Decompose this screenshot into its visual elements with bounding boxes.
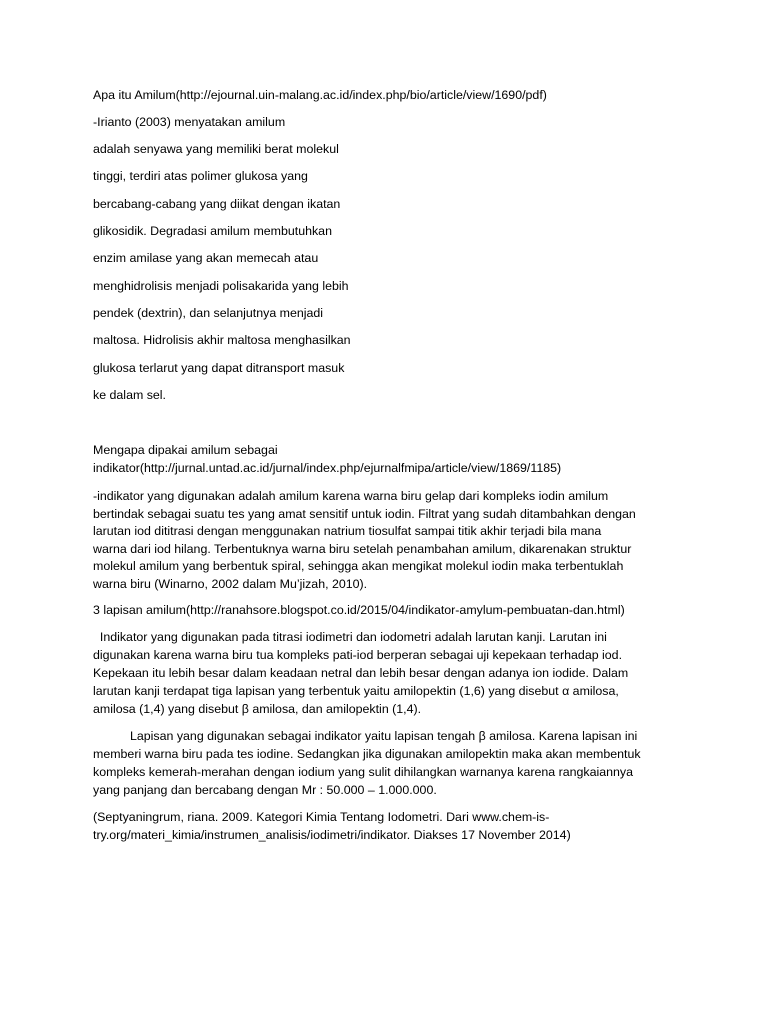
section3-paragraph-line: Kepekaan itu lebih besar dalam keadaan netral dan lebih besar dengan adanya ion iodide. Dalam (93, 666, 629, 680)
section3-paragraph-line: memberi warna biru pada tes iodine. Sedangkan jika digunakan amilopektin maka akan membentuk (93, 747, 641, 761)
section1-line: menghidrolisis menjadi polisakarida yang lebih (93, 279, 349, 293)
section2-line: bertindak sebagai suatu tes yang amat sensitif untuk iodin. Filtrat yang sudah ditambahkan dengan (93, 506, 636, 521)
section2-heading: indikator(http://jurnal.untad.ac.id/jurnal/index.php/ejurnalfmipa/article/view/1869/1185) (93, 461, 562, 475)
section2-line: warna biru (Winarno, 2002 dalam Mu’jizah, 2010). (93, 576, 368, 591)
section3-paragraph-line: yang panjang dan bercabang dengan Mr : 50.000 – 1.000.000. (93, 783, 437, 797)
section2-line: larutan iod dititrasi dengan menggunakan natrium tiosulfat sampai titik akhir terjadi bila mana (93, 524, 602, 538)
section3-paragraph-line: kompleks kemerah-merahan dengan iodium yang sulit dihilangkan warnanya karena rangkaiannya (93, 765, 634, 779)
citation-line: (Septyaningrum, riana. 2009. Kategori Kimia Tentang Iodometri. Dari www.chem-is- (93, 810, 550, 824)
section1-line: -Irianto (2003) menyatakan amilum (93, 115, 286, 129)
section1-line: bercabang-cabang yang diikat dengan ikatan (93, 197, 341, 211)
section2-line: warna dari iod hilang. Terbentuknya warna biru setelah penambahan amilum, dikarenakan struktur (93, 541, 632, 556)
section1-line: adalah senyawa yang memiliki berat molekul (93, 142, 339, 156)
section2-line: molekul amilum yang berbentuk spiral, sehingga akan mengikat molekul iodin maka terbentuklah (93, 559, 624, 573)
section2-heading: Mengapa dipakai amilum sebagai (93, 443, 278, 457)
section3-paragraph-line: Indikator yang digunakan pada titrasi iodimetri dan iodometri adalah larutan kanji. Larutan ini (93, 630, 607, 644)
section2-line: -indikator yang digunakan adalah amilum karena warna biru gelap dari kompleks iodin amilum (93, 489, 609, 503)
section3-heading: 3 lapisan amilum(http://ranahsore.blogspot.co.id/2015/04/indikator-amylum-pembuatan-dan.html) (93, 603, 625, 617)
section1-line: tinggi, terdiri atas polimer glukosa yang (93, 169, 308, 183)
section1-line: glukosa terlarut yang dapat ditransport masuk (93, 361, 345, 375)
section1-line: maltosa. Hidrolisis akhir maltosa menghasilkan (93, 333, 351, 347)
section1-line: glikosidik. Degradasi amilum membutuhkan (93, 224, 332, 238)
section3-paragraph-line: amilosa (1,4) yang disebut β amilosa, dan amilopektin (1,4). (93, 702, 422, 716)
section3-paragraph-line: larutan kanji terdapat tiga lapisan yang terbentuk yaitu amilopektin (1,6) yang disebut α amilosa, (93, 684, 619, 698)
citation-line: try.org/materi_kimia/instrumen_analisis/iodimetri/indikator. Diakses 17 November 2014) (93, 828, 571, 842)
section3-paragraph-line: digunakan karena warna biru tua kompleks pati-iod berperan sebagai uji kepekaan terhadap iod. (93, 648, 623, 662)
section1-heading: Apa itu Amilum(http://ejournal.uin-malang.ac.id/index.php/bio/article/view/1690/pdf) (93, 88, 547, 102)
section1-line: ke dalam sel. (93, 388, 167, 402)
section1-line: pendek (dextrin), dan selanjutnya menjadi (93, 306, 324, 320)
section3-paragraph-line: Lapisan yang digunakan sebagai indikator yaitu lapisan tengah β amilosa. Karena lapisan ini (130, 729, 638, 743)
section1-line: enzim amilase yang akan memecah atau (93, 251, 319, 265)
